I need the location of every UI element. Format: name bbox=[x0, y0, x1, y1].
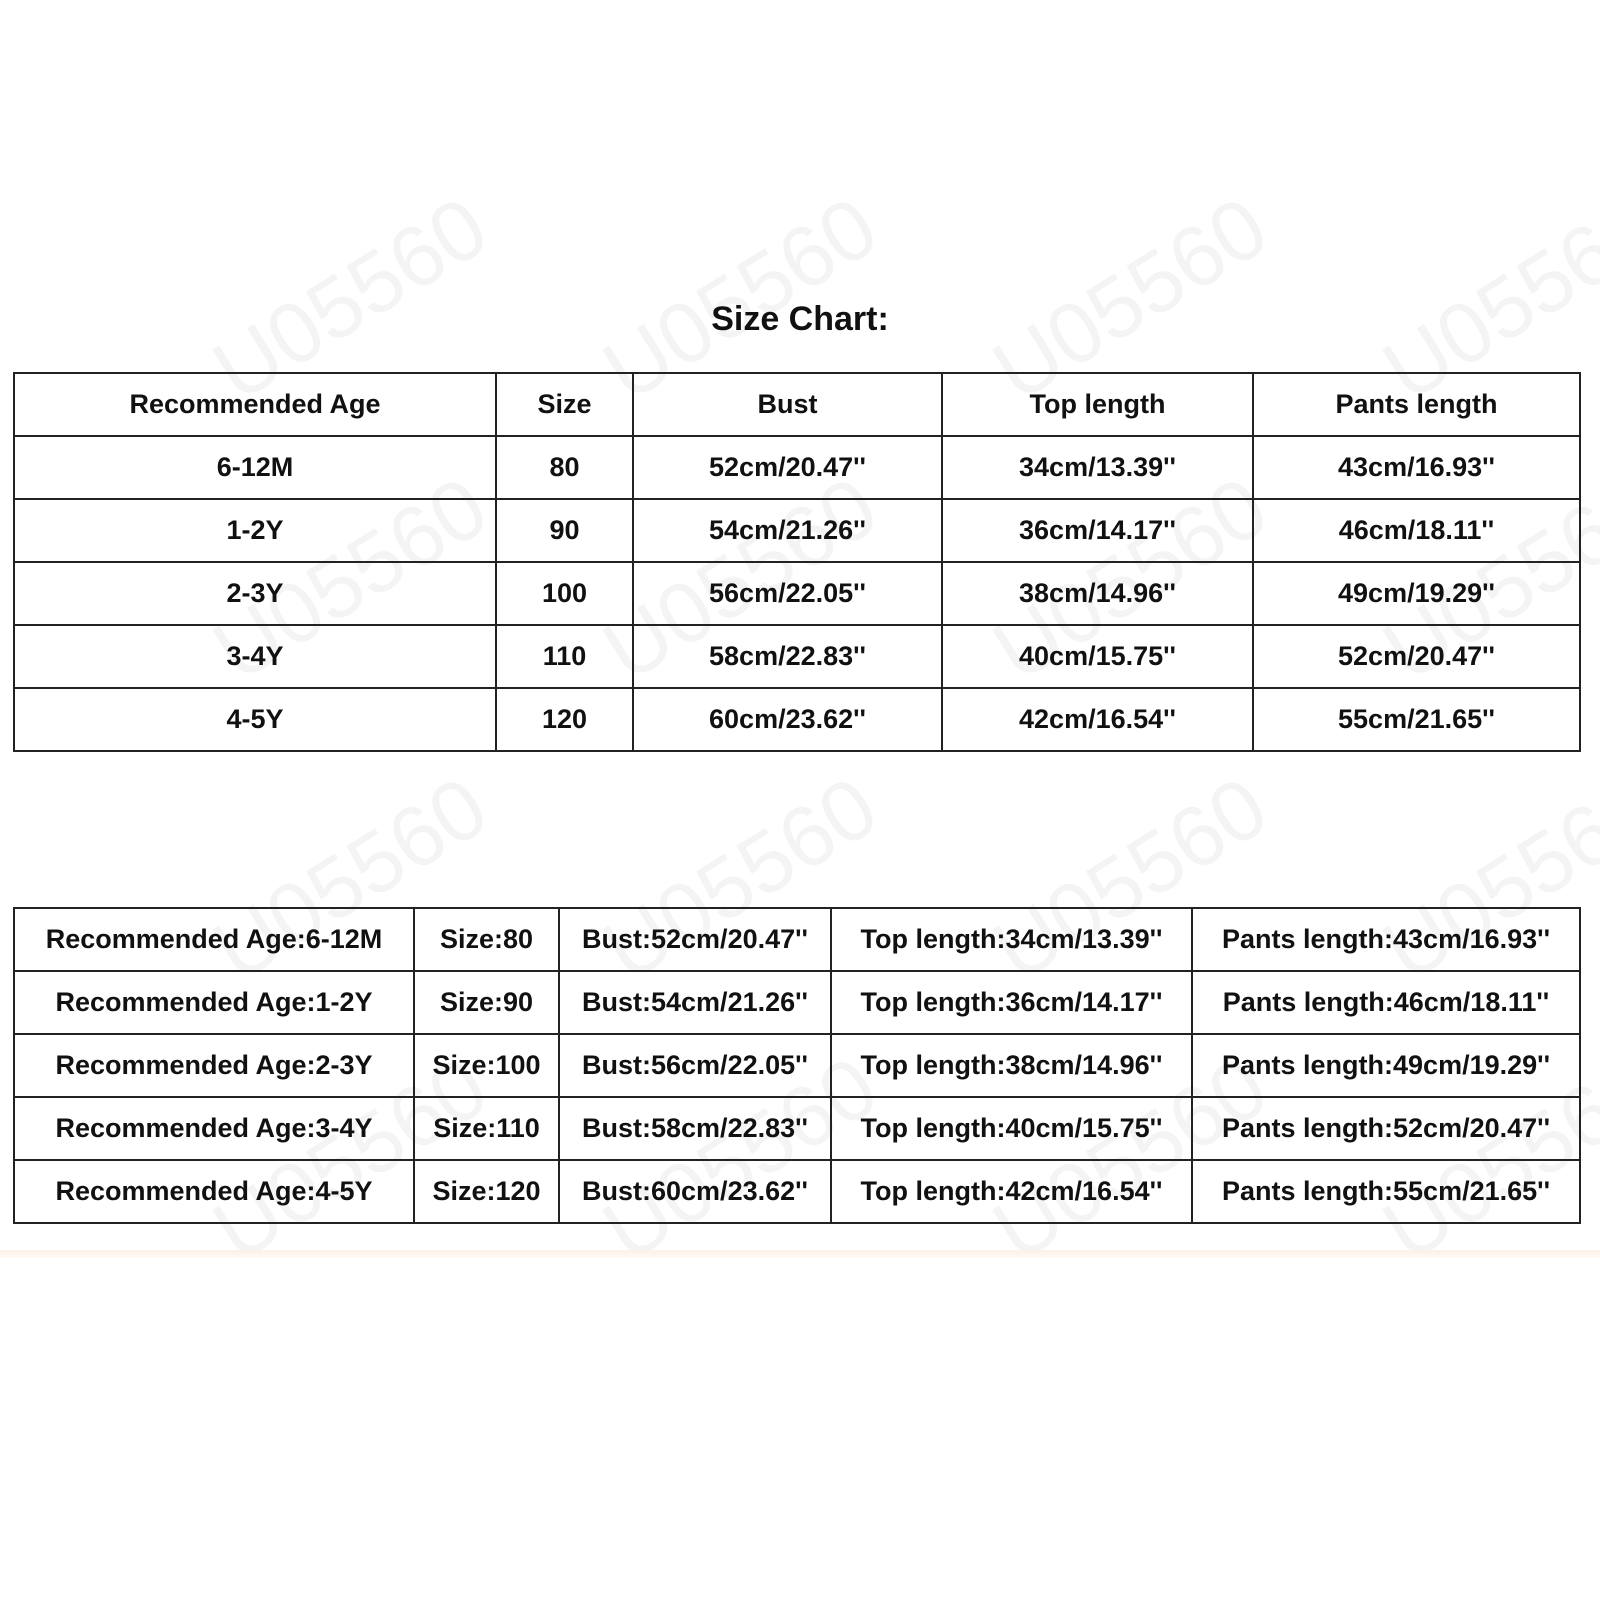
cell-top-length: 38cm/14.96'' bbox=[942, 562, 1253, 625]
header-recommended-age: Recommended Age bbox=[14, 373, 496, 436]
cell-top-length: Top length:34cm/13.39'' bbox=[831, 908, 1192, 971]
table-row bbox=[14, 971, 1580, 1034]
cell-top-length: 42cm/16.54'' bbox=[942, 688, 1253, 751]
cell-pants-length: Pants length:49cm/19.29'' bbox=[1192, 1034, 1580, 1097]
cell-top-length: Top length:40cm/15.75'' bbox=[831, 1097, 1192, 1160]
cell-age: 3-4Y bbox=[14, 625, 496, 688]
table-row bbox=[14, 908, 1580, 971]
cell-age: Recommended Age:3-4Y bbox=[14, 1097, 414, 1160]
cell-pants-length: Pants length:52cm/20.47'' bbox=[1192, 1097, 1580, 1160]
table-row bbox=[14, 1160, 1580, 1223]
cell-size: Size:100 bbox=[414, 1034, 559, 1097]
cell-bust: 56cm/22.05'' bbox=[633, 562, 942, 625]
cell-size: Size:120 bbox=[414, 1160, 559, 1223]
cell-pants-length: 49cm/19.29'' bbox=[1253, 562, 1580, 625]
cell-size: 80 bbox=[496, 436, 633, 499]
header-pants-length: Pants length bbox=[1253, 373, 1580, 436]
cell-top-length: 34cm/13.39'' bbox=[942, 436, 1253, 499]
cell-pants-length: 55cm/21.65'' bbox=[1253, 688, 1580, 751]
header-bust: Bust bbox=[633, 373, 942, 436]
cell-size: 90 bbox=[496, 499, 633, 562]
cell-pants-length: Pants length:43cm/16.93'' bbox=[1192, 908, 1580, 971]
cell-age: Recommended Age:4-5Y bbox=[14, 1160, 414, 1223]
cell-age: Recommended Age:2-3Y bbox=[14, 1034, 414, 1097]
size-chart-table bbox=[13, 372, 1581, 752]
cell-bust: Bust:60cm/23.62'' bbox=[559, 1160, 831, 1223]
cell-bust: 54cm/21.26'' bbox=[633, 499, 942, 562]
cell-bust: Bust:52cm/20.47'' bbox=[559, 908, 831, 971]
cell-size: Size:80 bbox=[414, 908, 559, 971]
cell-pants-length: 46cm/18.11'' bbox=[1253, 499, 1580, 562]
table-row bbox=[14, 562, 1580, 625]
bottom-divider bbox=[0, 1250, 1600, 1258]
cell-age: 2-3Y bbox=[14, 562, 496, 625]
cell-bust: Bust:54cm/21.26'' bbox=[559, 971, 831, 1034]
cell-size: Size:90 bbox=[414, 971, 559, 1034]
cell-bust: 60cm/23.62'' bbox=[633, 688, 942, 751]
page-title: Size Chart: bbox=[711, 300, 889, 338]
cell-size: 100 bbox=[496, 562, 633, 625]
table-row bbox=[14, 436, 1580, 499]
cell-age: 1-2Y bbox=[14, 499, 496, 562]
cell-age: 6-12M bbox=[14, 436, 496, 499]
header-top-length: Top length bbox=[942, 373, 1253, 436]
cell-pants-length: 52cm/20.47'' bbox=[1253, 625, 1580, 688]
cell-size: 110 bbox=[496, 625, 633, 688]
cell-top-length: 36cm/14.17'' bbox=[942, 499, 1253, 562]
cell-top-length: Top length:36cm/14.17'' bbox=[831, 971, 1192, 1034]
cell-bust: 52cm/20.47'' bbox=[633, 436, 942, 499]
cell-pants-length: 43cm/16.93'' bbox=[1253, 436, 1580, 499]
cell-size: 120 bbox=[496, 688, 633, 751]
cell-age: Recommended Age:1-2Y bbox=[14, 971, 414, 1034]
cell-bust: 58cm/22.83'' bbox=[633, 625, 942, 688]
table-header-row bbox=[14, 373, 1580, 436]
table-row bbox=[14, 499, 1580, 562]
cell-bust: Bust:56cm/22.05'' bbox=[559, 1034, 831, 1097]
table-row bbox=[14, 1034, 1580, 1097]
cell-size: Size:110 bbox=[414, 1097, 559, 1160]
cell-top-length: Top length:42cm/16.54'' bbox=[831, 1160, 1192, 1223]
cell-pants-length: Pants length:46cm/18.11'' bbox=[1192, 971, 1580, 1034]
cell-age: Recommended Age:6-12M bbox=[14, 908, 414, 971]
table-row bbox=[14, 1097, 1580, 1160]
header-size: Size bbox=[496, 373, 633, 436]
cell-bust: Bust:58cm/22.83'' bbox=[559, 1097, 831, 1160]
table-row bbox=[14, 625, 1580, 688]
size-chart-inline-table bbox=[13, 907, 1581, 1224]
table-row bbox=[14, 688, 1580, 751]
cell-top-length: 40cm/15.75'' bbox=[942, 625, 1253, 688]
cell-age: 4-5Y bbox=[14, 688, 496, 751]
cell-pants-length: Pants length:55cm/21.65'' bbox=[1192, 1160, 1580, 1223]
cell-top-length: Top length:38cm/14.96'' bbox=[831, 1034, 1192, 1097]
